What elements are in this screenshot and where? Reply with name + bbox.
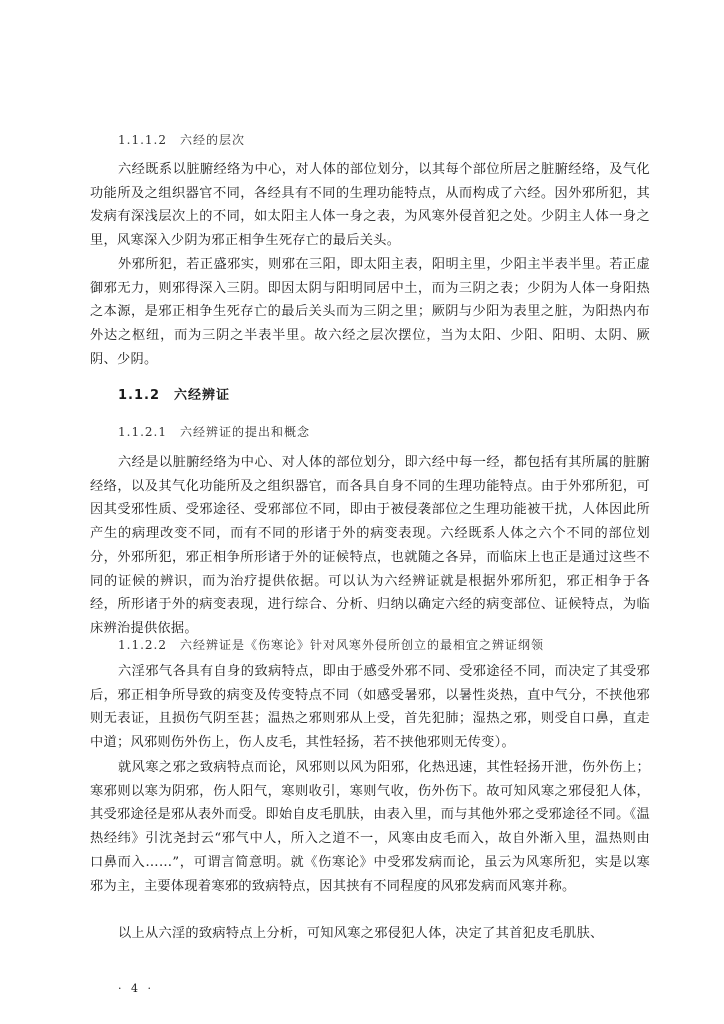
section-heading-1-1-1-2: 1.1.1.2 六经的层次: [118, 133, 245, 147]
paragraph: 六经既系以脏腑经络为中心，对人体的部位划分，以其每个部位所居之脏腑经络，及气化功能所及之组织器官不同，各经具有不同的生理功能特点，从而构成了六经。因外邪所犯，其发病有深浅层次上的不同，如太阳主人体一身之表，为风寒外侵首犯之处。少阴主人体一身之里，风寒深入少阴为邪正相争生死存亡的最后关头。: [90, 162, 650, 249]
paragraph: 以上从六淫的致病特点上分析，可知风寒之邪侵犯人体，决定了其首犯皮毛肌肤、: [118, 926, 604, 941]
section-heading-1-1-2: 1.1.2 六经辨证: [118, 388, 231, 403]
paragraph: 六淫邪气各具有自身的致病特点，即由于感受外邪不同、受邪途径不同，而决定了其受邪后，邪正相争所导致的病变及传变特点不同（如感受暑邪，以暑性炎热，直中气分，不挟他邪则无表证，且损伤气阴至甚；温热之邪则邪从上受，首先犯肺；湿热之邪，则受自口鼻，直走中道；风邪则伤外伤上，伤人皮毛，其性轻扬，若不挟他邪则无传变）。: [90, 664, 650, 751]
paragraph: 六经是以脏腑经络为中心、对人体的部位划分，即六经中每一经，都包括有其所属的脏腑经络，以及其气化功能所及之组织器官，而各具自身不同的生理功能特点。由于外邪所犯，可因其受邪性质、受邪途径、受邪部位不同，即由于被侵袭部位之生理功能被干扰，人体因此所产生的病理改变不同，而有不同的形诸于外的病变表现。六经既系人体之六个不同的部位划分，外邪所犯，邪正相争所形诸于外的证候特点，也就随之各异，而临床上也正是通过这些不同的证候的辨识，而为治疗提供依据。可以认为六经辨证就是根据外邪所犯，邪正相争于各经，所形诸于外的病变表现，进行综合、分析、归纳以确定六经的病变部位、证候特点，为临床辨治提供依据。: [90, 455, 650, 636]
section-heading-1-1-2-2: 1.1.2.2 六经辨证是《伤寒论》针对风寒外侵所创立的最相宜之辨证纲领: [118, 638, 544, 652]
page-number: · 4 ·: [118, 982, 154, 995]
paragraph: 外邪所犯，若正盛邪实，则邪在三阳，即太阳主表，阳明主里，少阳主半表半里。若正虚御邪无力，则邪得深入三阴。即因太阴与阳明同居中土，而为三阴之表；少阴为人体一身阳热之本源，是邪正相争生死存亡的最后关头而为三阴之里；厥阴与少阳为表里之脏，为阳热内布外达之枢纽，而为三阴之半表半里。故六经之层次摆位，当为太阳、少阳、阳明、太阴、厥阴、少阴。: [90, 257, 650, 367]
paragraph: 就风寒之邪之致病特点而论，风邪则以风为阳邪，化热迅速，其性轻扬开泄，伤外伤上；寒邪则以寒为阴邪，伤人阳气，寒则收引，寒则气收，伤外伤下。故可知风寒之邪侵犯人体，其受邪途径是邪从表外而受。即始自皮毛肌肤，由表入里，而与其他外邪之受邪途径不同。《温热经纬》引沈尧封云“邪气中人，所入之道不一，风寒由皮毛而入，故自外渐入里，温热则由口鼻而入……”，可谓言简意明。就《伤寒论》中受邪发病而论，虽云为风寒所犯，实是以寒邪为主，主要体现着寒邪的致病特点，因其挟有不同程度的风邪发病而风寒并称。: [90, 760, 650, 894]
section-heading-1-1-2-1: 1.1.2.1 六经辨证的提出和概念: [118, 425, 310, 439]
